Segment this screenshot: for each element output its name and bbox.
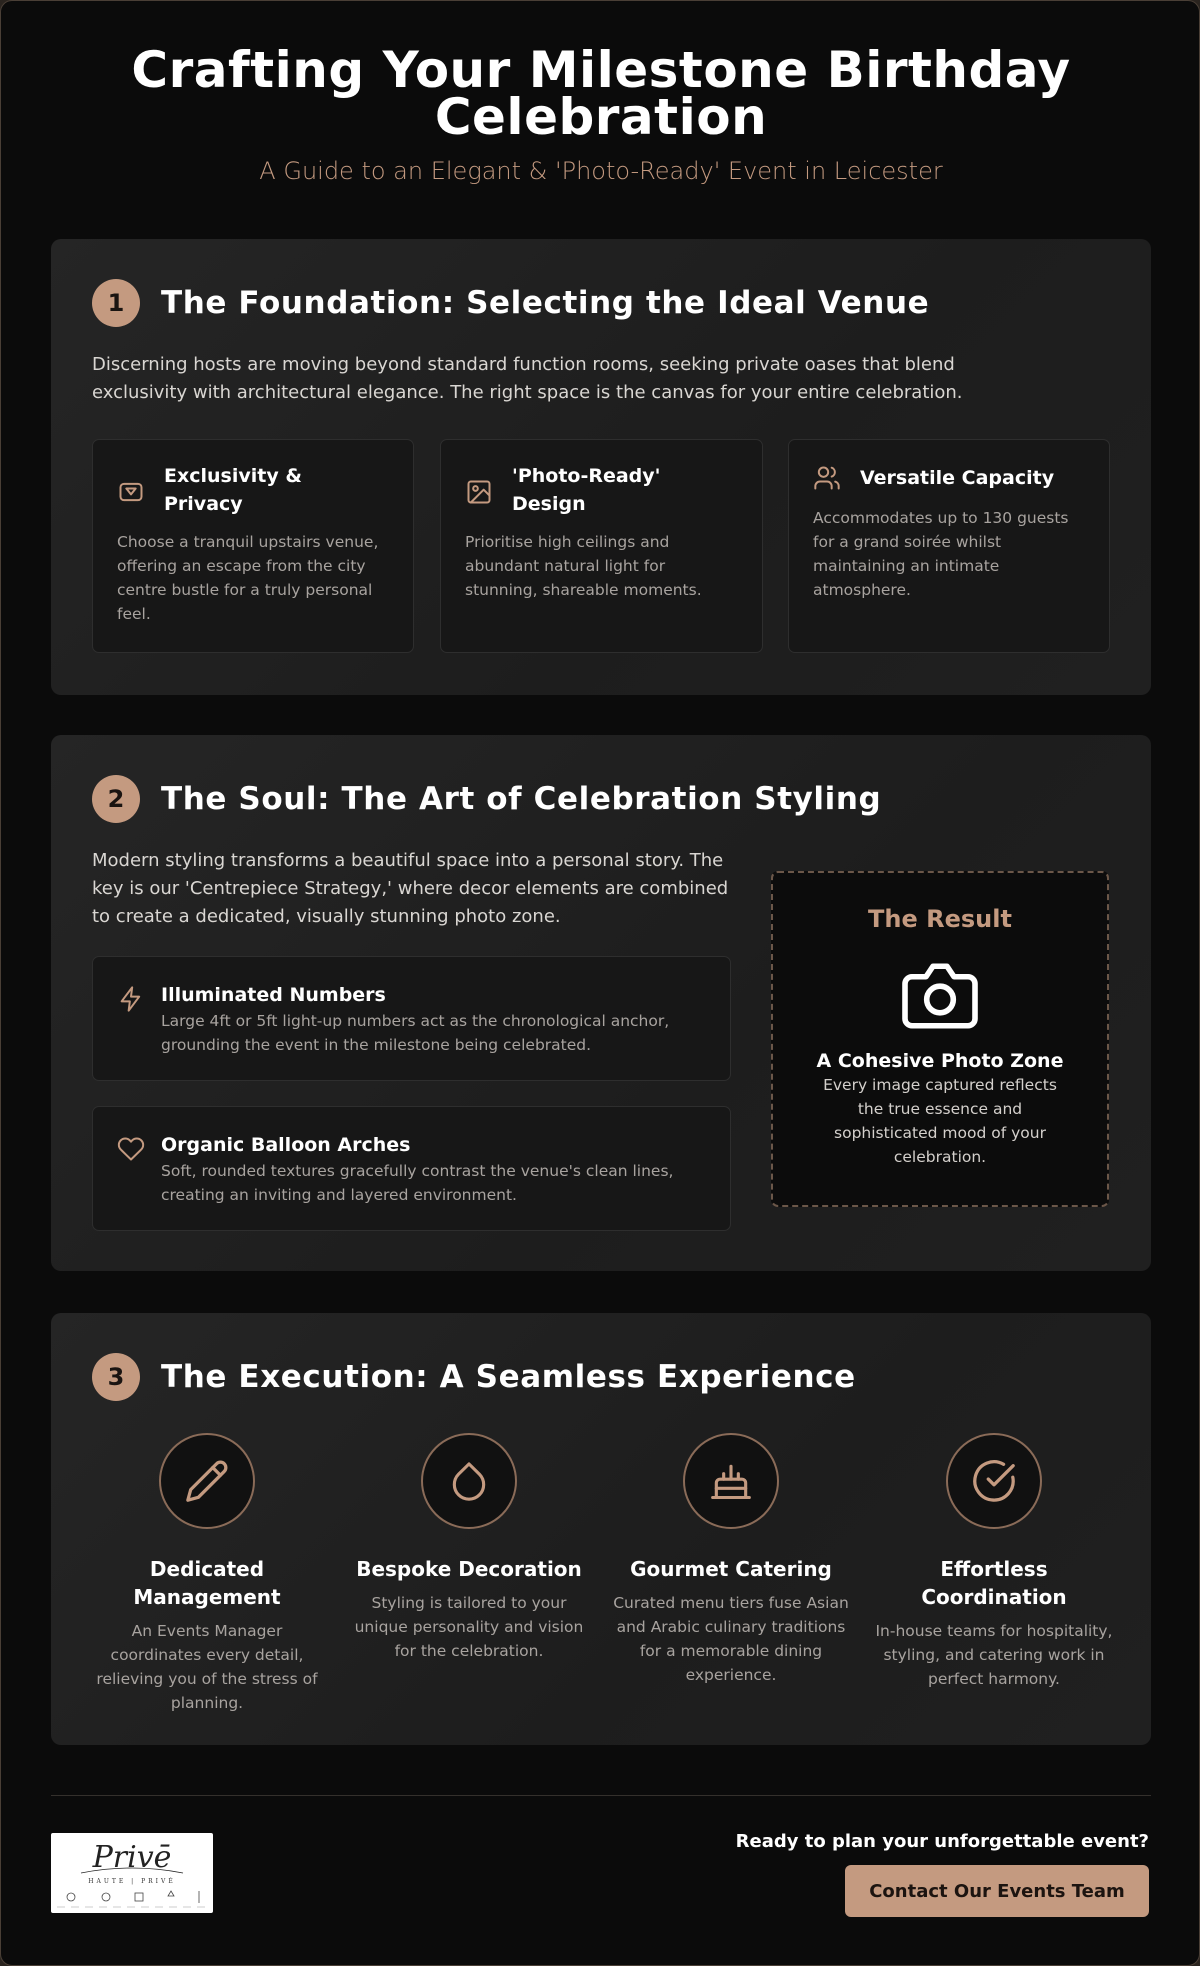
feature-illuminated-numbers	[92, 956, 731, 1081]
step-title: Bespoke Decoration	[356, 1557, 582, 1581]
card-title: Exclusivity & Privacy	[164, 465, 302, 515]
step-title: Gourmet Catering	[630, 1557, 832, 1581]
step-text: An Events Manager coordinates every detail, relieving you of the stress of planning.	[96, 1622, 318, 1712]
section-title: The Foundation: Selecting the Ideal Venue	[161, 285, 930, 321]
heart-icon	[117, 1135, 145, 1163]
card-text: Accommodates up to 130 guests for a grand soirée whilst maintaining an intimate atmosphere.	[813, 509, 1069, 599]
contact-events-team-button[interactable]: Contact Our Events Team	[845, 1865, 1149, 1917]
drop-icon	[447, 1459, 491, 1503]
svg-text:HAUTE | PRIVÉ: HAUTE | PRIVÉ	[88, 1878, 176, 1885]
page-subtitle: A Guide to an Elegant & 'Photo-Ready' Event in Leicester	[259, 157, 943, 185]
page-title: Crafting Your Milestone Birthday Celebration	[131, 41, 1071, 146]
cake-icon	[709, 1459, 753, 1503]
result-label: The Result	[868, 905, 1012, 933]
venue-card-capacity	[788, 439, 1110, 653]
card-text: Choose a tranquil upstairs venue, offering an escape from the city centre bustle for a truly personal feel.	[117, 533, 379, 623]
feature-title: Organic Balloon Arches	[161, 1134, 411, 1156]
section-execution	[51, 1313, 1151, 1745]
section-intro: Discerning hosts are moving beyond standard function rooms, seeking private oases that blend exclusivity with architectural elegance. The right space is the canvas for your entire celebration.	[92, 354, 963, 403]
section-styling	[51, 735, 1151, 1271]
image-icon	[465, 478, 493, 506]
pencil-icon	[184, 1458, 230, 1504]
step-coordination	[874, 1433, 1114, 1691]
step-icon-circle	[159, 1433, 255, 1529]
cta-prompt: Ready to plan your unforgettable event?	[735, 1831, 1149, 1852]
section-title: The Execution: A Seamless Experience	[161, 1359, 856, 1395]
footer-divider	[51, 1795, 1151, 1796]
section-number-badge: 3	[92, 1353, 140, 1401]
prive-logo-graphic	[51, 1833, 213, 1913]
step-management	[87, 1433, 327, 1715]
section-venue	[51, 239, 1151, 695]
result-text: Every image captured reflects the true essence and sophisticated mood of your celebration.	[823, 1076, 1057, 1166]
camera-icon	[898, 959, 982, 1033]
feature-text: Large 4ft or 5ft light-up numbers act as the chronological anchor, grounding the event in the milestone being celebrated.	[161, 1012, 670, 1054]
svg-text:Privē: Privē	[92, 1840, 172, 1875]
step-text: Curated menu tiers fuse Asian and Arabic culinary traditions for a memorable dining experience.	[613, 1594, 849, 1684]
step-icon-circle	[683, 1433, 779, 1529]
result-photo-zone	[771, 871, 1109, 1207]
section-header	[92, 279, 929, 327]
section-title: The Soul: The Art of Celebration Styling	[161, 781, 882, 817]
card-text: Prioritise high ceilings and abundant natural light for stunning, shareable moments.	[465, 533, 702, 599]
step-catering	[611, 1433, 851, 1687]
step-text: Styling is tailored to your unique personality and vision for the celebration.	[354, 1594, 584, 1660]
gem-icon	[117, 478, 145, 506]
step-icon-circle	[421, 1433, 517, 1529]
card-title: 'Photo-Ready' Design	[512, 465, 661, 515]
section-header	[92, 775, 881, 823]
step-decoration	[349, 1433, 589, 1663]
card-title: Versatile Capacity	[860, 467, 1055, 489]
venue-card-photo-ready	[440, 439, 763, 653]
check-circle-icon	[971, 1458, 1017, 1504]
feature-text: Soft, rounded textures gracefully contrast the venue's clean lines, creating an inviting and layered environment.	[161, 1162, 674, 1204]
feature-title: Illuminated Numbers	[161, 984, 386, 1006]
section-number-badge: 1	[92, 279, 140, 327]
result-heading: A Cohesive Photo Zone	[816, 1050, 1064, 1072]
prive-logo	[51, 1833, 213, 1913]
step-icon-circle	[946, 1433, 1042, 1529]
venue-card-exclusivity	[92, 439, 414, 653]
lightning-icon	[117, 985, 145, 1013]
step-title: Effortless Coordination	[921, 1557, 1067, 1609]
users-icon	[813, 464, 841, 492]
step-title: Dedicated Management	[133, 1557, 281, 1609]
section-intro: Modern styling transforms a beautiful space into a personal story. The key is our 'Centrepiece Strategy,' where decor elements are combined to create a dedicated, visually stunning photo zone.	[92, 850, 729, 927]
page-header	[51, 41, 1151, 185]
section-header	[92, 1353, 856, 1401]
section-number-badge: 2	[92, 775, 140, 823]
step-text: In-house teams for hospitality, styling, and catering work in perfect harmony.	[875, 1622, 1113, 1688]
feature-balloon-arches	[92, 1106, 731, 1231]
